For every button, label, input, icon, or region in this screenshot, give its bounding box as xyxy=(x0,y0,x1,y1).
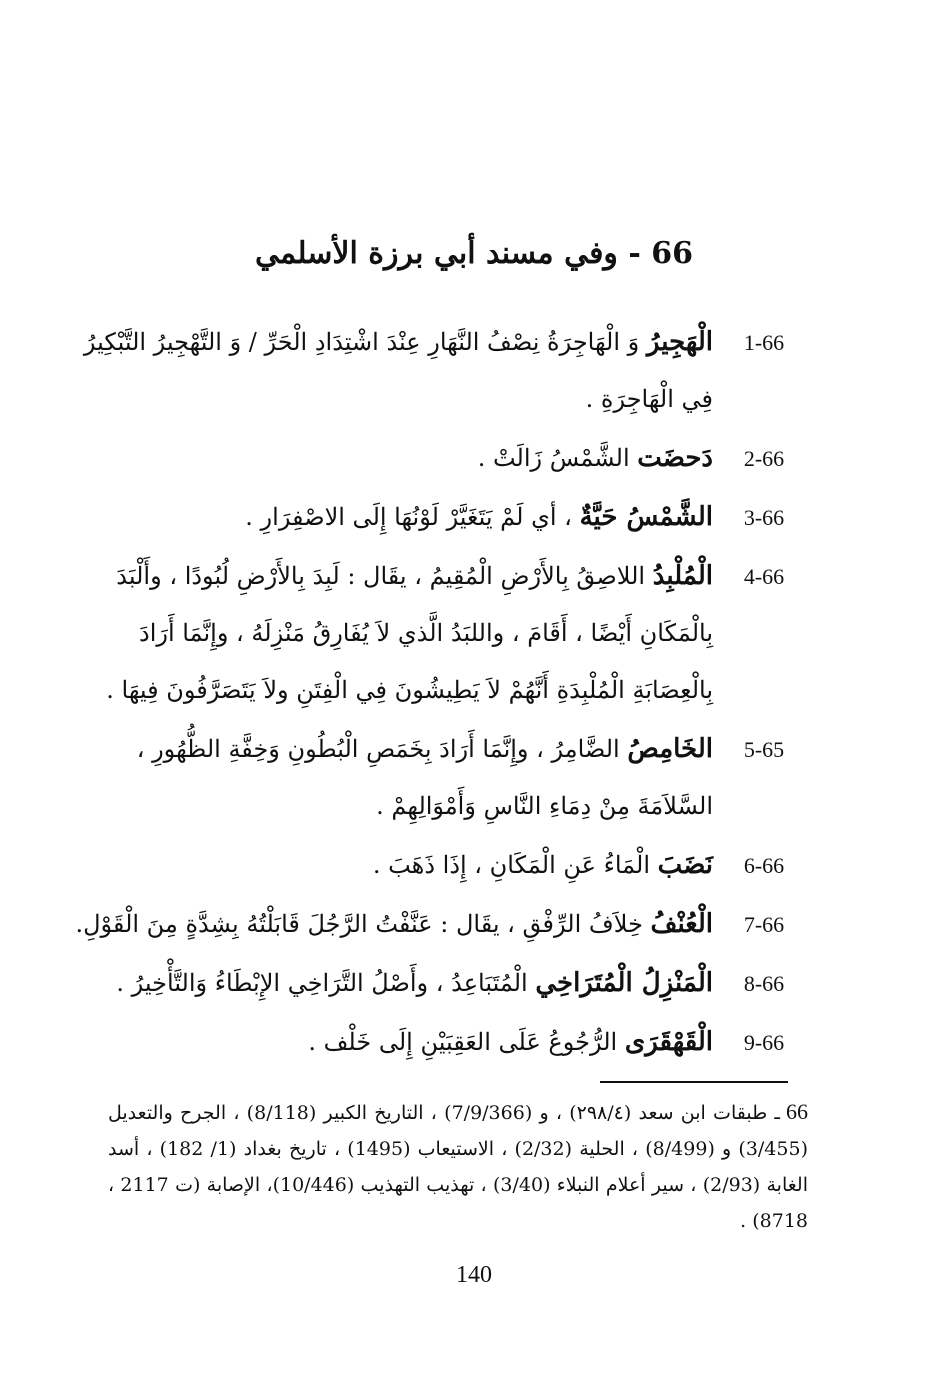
entry-headword: دَحضَت xyxy=(637,443,713,473)
entry-number: 5-65 xyxy=(743,737,785,762)
footnote-divider xyxy=(600,1081,788,1083)
entry-text: اللاصِقُ بِالأَرْضِ الْمُقِيمُ ، يقَال : لَبِدَ بِالأَرْضِ لُبُودًا ، وأَلْبَدَ بِالْمَكَانِ أَيْضًا ، أَقَامَ ، واللبَدُ الَّذي لاَ يُفَارِقُ مَنْزِلَهُ ، وإِنَّمَا أَرَادَ بِالْعِصَابَةِ الْمُلْبِدَةِ أَنَّهُمْ لاَ يَطِيشُونَ فِي الْفِتَنِ ولاَ يَتَصَرَّفُونَ فِيهَا . xyxy=(106,562,713,704)
footnote-text: ـ طبقات ابن سعد (٢٩٨/٤) ، و (7/9/366) ، التاريخ الكبير (8/118) ، الجرح والتعديل (3/455) و (8/499) ، الحلية (2/32) ، الاستيعاب (1495) ، تاريخ بغداد (1/ 182) ، أسد الغابة (2/93) ، سير أعلام النبلاء (3/40) ، تهذيب التهذيب (10/446)، الإصابة (ت 2117 ، 8718) . xyxy=(108,1102,808,1232)
entry-headword: الْمُلْبِدُ xyxy=(652,561,713,591)
entry xyxy=(60,430,808,487)
entry xyxy=(60,896,808,953)
entry-text: ، أي لَمْ يَتَغَيَّرْ لَوْنُهَا إِلَى الاصْفِرَارِ . xyxy=(245,503,572,531)
entry xyxy=(60,548,808,719)
entry-text: الرُّجُوعُ عَلَى العَقِبَيْنِ إِلَى خَلْف . xyxy=(308,1028,618,1056)
entry-number: 6-66 xyxy=(743,853,785,878)
entry-number: 4-66 xyxy=(743,564,785,589)
footnote xyxy=(108,1094,808,1239)
entry xyxy=(60,489,808,546)
entry-text: الْمُتَبَاعِدُ ، وأَصْلُ التَّرَاخِي الإِبْطَاءُ وَالتَّأْخِيرُ . xyxy=(116,969,528,997)
entry-headword: الخَامِصُ xyxy=(627,734,713,764)
entry xyxy=(60,955,808,1012)
entry-headword: الْهَجِيرُ xyxy=(646,327,713,357)
entry-headword: الْمَنْزِلُ الْمُتَرَاخِي xyxy=(535,968,713,998)
entry-headword: نَضَبَ xyxy=(657,850,713,880)
entry-number: 3-66 xyxy=(743,505,785,530)
entry-text: الْمَاءُ عَنِ الْمَكَانِ ، إِذَا ذَهَبَ . xyxy=(372,851,651,879)
entry xyxy=(60,837,808,894)
entry-number: 2-66 xyxy=(743,446,785,471)
entry xyxy=(60,1014,808,1071)
entry-text: خِلاَفُ الرِّفْقِ ، يقَال : عَنَّفْتُ الرَّجُلَ قَابَلْتُهُ بِشِدَّةٍ مِنَ الْقَوْلِ. xyxy=(75,910,643,938)
entry-number: 1-66 xyxy=(743,330,785,355)
entry-list xyxy=(60,314,808,1073)
entry-headword: الْقَهْقَرَى xyxy=(624,1027,713,1057)
chapter-title: 66 - وفي مسند أبي برزة الأسلمي xyxy=(255,236,693,271)
entry-text: وَ الْهَاجِرَةُ نِصْفُ النَّهَارِ عِنْدَ اشْتِدَادِ الْحَرِّ / وَ التَّهْجِيرُ التَّبْكِيرُ فِي الْهَاجِرَةِ . xyxy=(83,328,713,413)
entry xyxy=(60,314,808,428)
entry-number: 7-66 xyxy=(743,912,785,937)
entry-text: الشَّمْسُ زَالَتْ . xyxy=(477,444,630,472)
entry-number: 8-66 xyxy=(743,971,785,996)
entry xyxy=(60,721,808,835)
entry-headword: الشَّمْسُ حَيَّةٌ xyxy=(579,502,713,532)
entry-text: الضَّامِرُ ، وإِنَّمَا أَرَادَ بِخَمَصِ الْبُطُونِ وَخِفَّةِ الظُّهُورِ ، السَّلاَمَةَ مِنْ دِمَاءِ النَّاسِ وَأَمْوَالِهِمْ . xyxy=(136,735,713,820)
footnote-number: 66 xyxy=(786,1099,808,1124)
entry-number: 9-66 xyxy=(743,1030,785,1055)
entry-headword: الْعُنْفُ xyxy=(650,909,713,939)
page-number: 140 xyxy=(456,1262,492,1288)
